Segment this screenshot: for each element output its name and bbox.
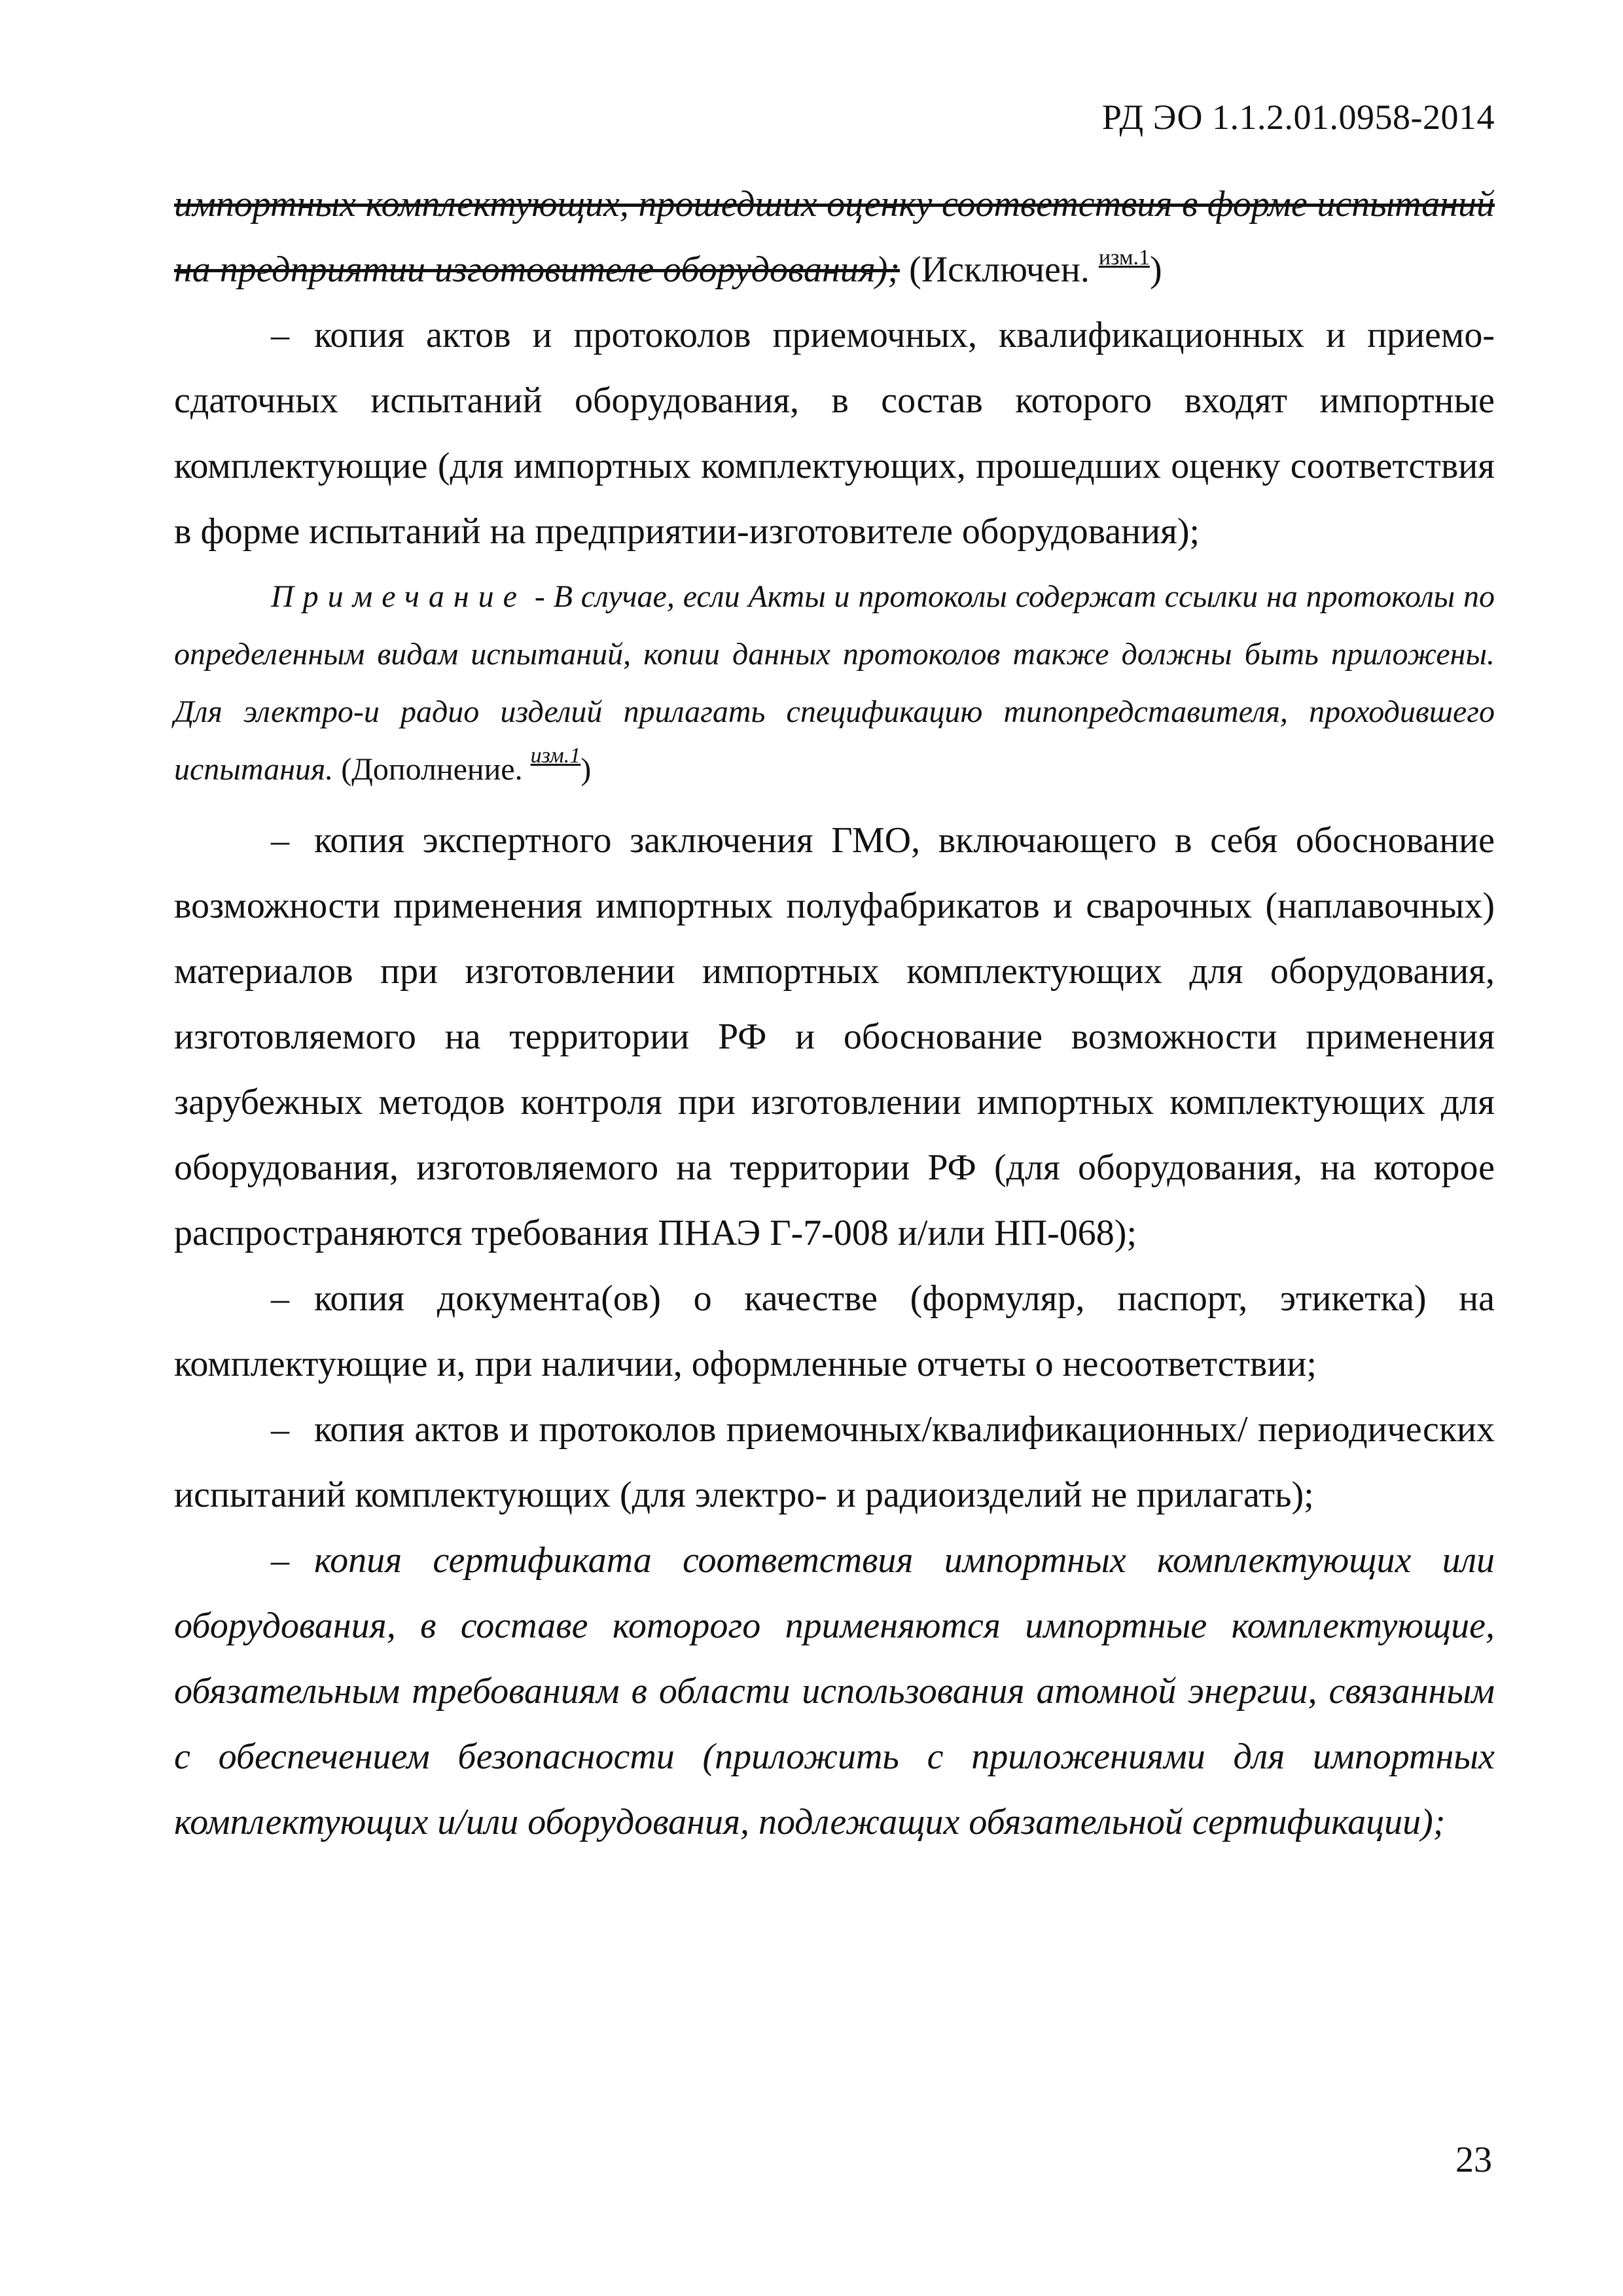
list-item-text: копия документа(ов) о качестве (формуляр, паспорт, этикетка) на комплектующие и, при наличии, оформленные отчеты о несоответствии; xyxy=(174,1278,1495,1384)
list-item-certificate xyxy=(174,1528,1495,1855)
dash-bullet: – xyxy=(271,820,289,861)
list-item-text: копия сертификата соответствия импортных комплектующих или оборудования, в составе которого применяются импортные комплектующие, обязательным требованиям в области использования атомной энергии, связанным с обеспечением безопасности (приложить с приложениями для импортных комплектующих и/или оборудования, подлежащих обязательной сертификации); xyxy=(174,1540,1495,1842)
note-label: Примечание xyxy=(271,579,526,614)
list-item-periodic-tests xyxy=(174,1397,1495,1528)
list-item-expert-conclusion xyxy=(174,808,1495,1266)
dash-bullet: – xyxy=(271,1409,289,1450)
dash-bullet: – xyxy=(271,315,289,355)
dash-bullet: – xyxy=(271,1540,289,1581)
note-paragraph xyxy=(174,564,1495,808)
list-item-text: копия актов и протоколов приемочных/квалификационных/ периодических испытаний комплектующих (для электро- и радиоизделий не прилагать); xyxy=(174,1409,1495,1515)
dash-bullet: – xyxy=(271,1278,289,1319)
revision-mark: изм.1 xyxy=(1098,245,1150,270)
list-item-acceptance-tests xyxy=(174,302,1495,564)
note-text: - В случае, если Акты и протоколы содержат ссылки на протоколы по определенным видам испытаний, копии данных протоколов также должны быть приложены. Для электро-и радио изделий прилагать спецификацию типопредставителя, проходившего испытания. xyxy=(174,579,1495,787)
list-item-text: копия актов и протоколов приемочных, квалификационных и приемо-сдаточных испытаний оборудования, в состав которого входят импортные комплектующие (для импортных комплектующих, прошедших оценку соответствия в форме испытаний на предприятии-изготовителе оборудования); xyxy=(174,315,1495,552)
page-number: 23 xyxy=(1455,2140,1492,2180)
document-body xyxy=(174,171,1495,1855)
addition-note: (Дополнение. xyxy=(333,752,531,787)
closing-paren: ) xyxy=(1150,249,1162,290)
list-item-quality-documents xyxy=(174,1266,1495,1397)
list-item-text: копия экспертного заключения ГМО, включающего в себя обоснование возможности применения импортных полуфабрикатов и сварочных (наплавочных) материалов при изготовлении импортных комплектующих для оборудования, изготовляемого на территории РФ и обоснование возможности применения зарубежных методов контроля при изготовлении импортных комплектующих для оборудования, изготовляемого на территории РФ (для оборудования, на которое распространяются требования ПНАЭ Г-7-008 и/или НП-068); xyxy=(174,820,1495,1253)
exclusion-note: (Исключен. xyxy=(900,249,1099,290)
excluded-paragraph xyxy=(174,171,1495,302)
revision-mark: изм.1 xyxy=(530,744,581,768)
document-code-header: РД ЭО 1.1.2.01.0958-2014 xyxy=(1101,98,1495,137)
struck-out-text: импортных комплектующих, прошедших оценку соответствия в форме испытаний на предприятии изготовителе оборудования); xyxy=(174,184,1495,290)
closing-paren: ) xyxy=(580,752,592,787)
